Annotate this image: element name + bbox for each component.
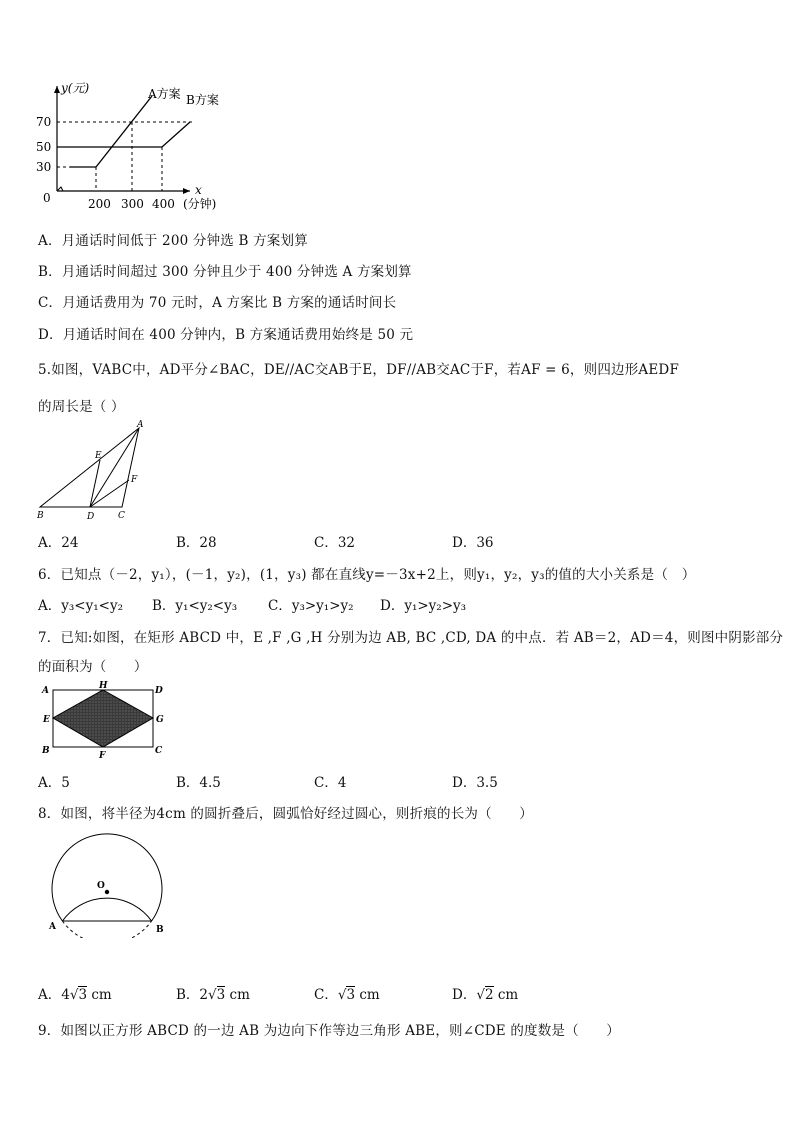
- q7-label-d: D: [155, 686, 163, 696]
- y-axis-label: y(元): [61, 81, 90, 95]
- q5-stem-line1: 5.如图，VABC中，AD平分∠BAC，DE//AC交AB于E，DF//AB交AC于F，若AF = 6，则四边形AEDF: [38, 362, 680, 378]
- sqrt-icon: √: [69, 987, 79, 1003]
- q7-label-h: H: [99, 681, 108, 691]
- q8-option-b: [176, 983, 250, 1003]
- q5-label-c: C: [118, 511, 125, 521]
- q8-stem: 8．如图，将半径为4cm 的圆折叠后，圆弧恰好经过圆心，则折痕的长为（ ）: [38, 806, 533, 822]
- q5-label-d: D: [87, 512, 95, 522]
- q8-option-c-unit: cm: [359, 987, 380, 1003]
- q5-option-b: B．28: [176, 535, 217, 551]
- q6-option-c: C．y₃>y₁>y₂: [268, 598, 354, 614]
- x-tick-200: 200: [88, 197, 111, 211]
- q8-option-d-prefix: D．: [452, 987, 477, 1003]
- q8-option-b-prefix: B．: [176, 987, 200, 1003]
- q4-option-b: B．月通话时间超过 300 分钟且少于 400 分钟选 A 方案划算: [38, 264, 412, 280]
- q7-option-a: A．5: [38, 775, 70, 791]
- y-tick-30: 30: [36, 160, 52, 174]
- q7-label-b: B: [42, 746, 50, 756]
- y-tick-70: 70: [36, 115, 52, 129]
- q8-option-d: [452, 983, 518, 1003]
- q8-label-a: A: [49, 922, 56, 932]
- q5-label-b: B: [37, 511, 44, 521]
- q5-label-a: A: [137, 420, 144, 430]
- q9-stem: 9．如图以正方形 ABCD 的一边 AB 为边向下作等边三角形 ABE，则∠CDE 的度数是（ ）: [38, 1023, 620, 1039]
- q8-label-o: O: [97, 881, 105, 891]
- sqrt-icon: √: [208, 987, 217, 1003]
- q7-label-a: A: [42, 686, 49, 696]
- q7-option-c: C．4: [314, 775, 347, 791]
- x-tick-400: 400: [152, 197, 175, 211]
- q8-option-d-unit: cm: [497, 987, 519, 1003]
- q6-stem: 6．已知点（－2，y₁），(－1，y₂)，(1，y₃) 都在直线y=－3x+2上，则y₁，y₂，y₃的值的大小关系是（ ）: [38, 567, 696, 583]
- phone-plan-graph: [30, 78, 260, 218]
- line-a-label: A方案: [148, 87, 181, 101]
- q5-stem-line2: 的周长是（ ）: [38, 399, 125, 415]
- q8-option-c-radicand: 3: [346, 987, 356, 1003]
- q8-option-a-prefix: A．: [38, 987, 62, 1003]
- q7-label-f: F: [99, 751, 106, 761]
- x-unit-label: (分钟): [183, 197, 217, 211]
- y-tick-50: 50: [36, 140, 52, 154]
- q8-option-a-unit: cm: [91, 987, 112, 1003]
- q7-stem-line1: 7．已知:如图，在矩形 ABCD 中，E ,F ,G ,H 分别为边 AB, BC ,CD, DA 的中点．若 AB＝2，AD＝4，则图中阴影部分: [38, 630, 784, 646]
- q4-option-c: C．月通话费用为 70 元时，A 方案比 B 方案的通话时间长: [38, 295, 397, 311]
- q7-label-e: E: [43, 715, 50, 725]
- q8-option-a-radicand: 3: [78, 987, 88, 1003]
- sqrt-icon: √: [337, 987, 347, 1003]
- q7-stem-line2: 的面积为（ ）: [38, 659, 148, 675]
- q7-option-d: D．3.5: [452, 775, 498, 791]
- q8-option-b-unit: cm: [229, 987, 250, 1003]
- q8-option-a: [38, 983, 112, 1003]
- q5-option-a: A．24: [38, 535, 79, 551]
- q8-option-d-radicand: 2: [484, 987, 494, 1003]
- x-tick-300: 300: [121, 197, 144, 211]
- q6-option-b: B．y₁<y₂<y₃: [152, 598, 238, 614]
- q7-rectangle-figure: [38, 680, 173, 762]
- q8-label-b: B: [156, 925, 164, 935]
- q4-option-a: A．月通话时间低于 200 分钟选 B 方案划算: [38, 233, 308, 249]
- q5-option-c: C．32: [314, 535, 356, 551]
- origin-label: 0: [43, 191, 51, 205]
- q8-option-b-radicand: 3: [216, 987, 226, 1003]
- q5-triangle-figure: [30, 420, 160, 525]
- q5-label-e: E: [95, 451, 102, 461]
- q8-option-c: [314, 983, 380, 1003]
- q7-option-b: B．4.5: [176, 775, 221, 791]
- q6-option-a: A．y₃<y₁<y₂: [38, 598, 123, 614]
- q8-option-c-prefix: C．: [314, 987, 338, 1003]
- line-b-label: B方案: [186, 93, 219, 107]
- q5-label-f: F: [131, 475, 138, 485]
- q8-option-a-coef: 4: [61, 987, 70, 1003]
- q8-circle-figure: [40, 826, 180, 938]
- q5-option-d: D．36: [452, 535, 494, 551]
- q7-label-c: C: [155, 746, 163, 756]
- q8-option-b-coef: 2: [199, 987, 209, 1003]
- q7-label-g: G: [156, 715, 164, 725]
- sqrt-icon: √: [476, 987, 485, 1003]
- q4-option-d: D．月通话时间在 400 分钟内，B 方案通话费用始终是 50 元: [38, 327, 414, 343]
- q6-option-d: D．y₁>y₂>y₃: [380, 598, 467, 614]
- x-axis-label: x: [195, 183, 202, 197]
